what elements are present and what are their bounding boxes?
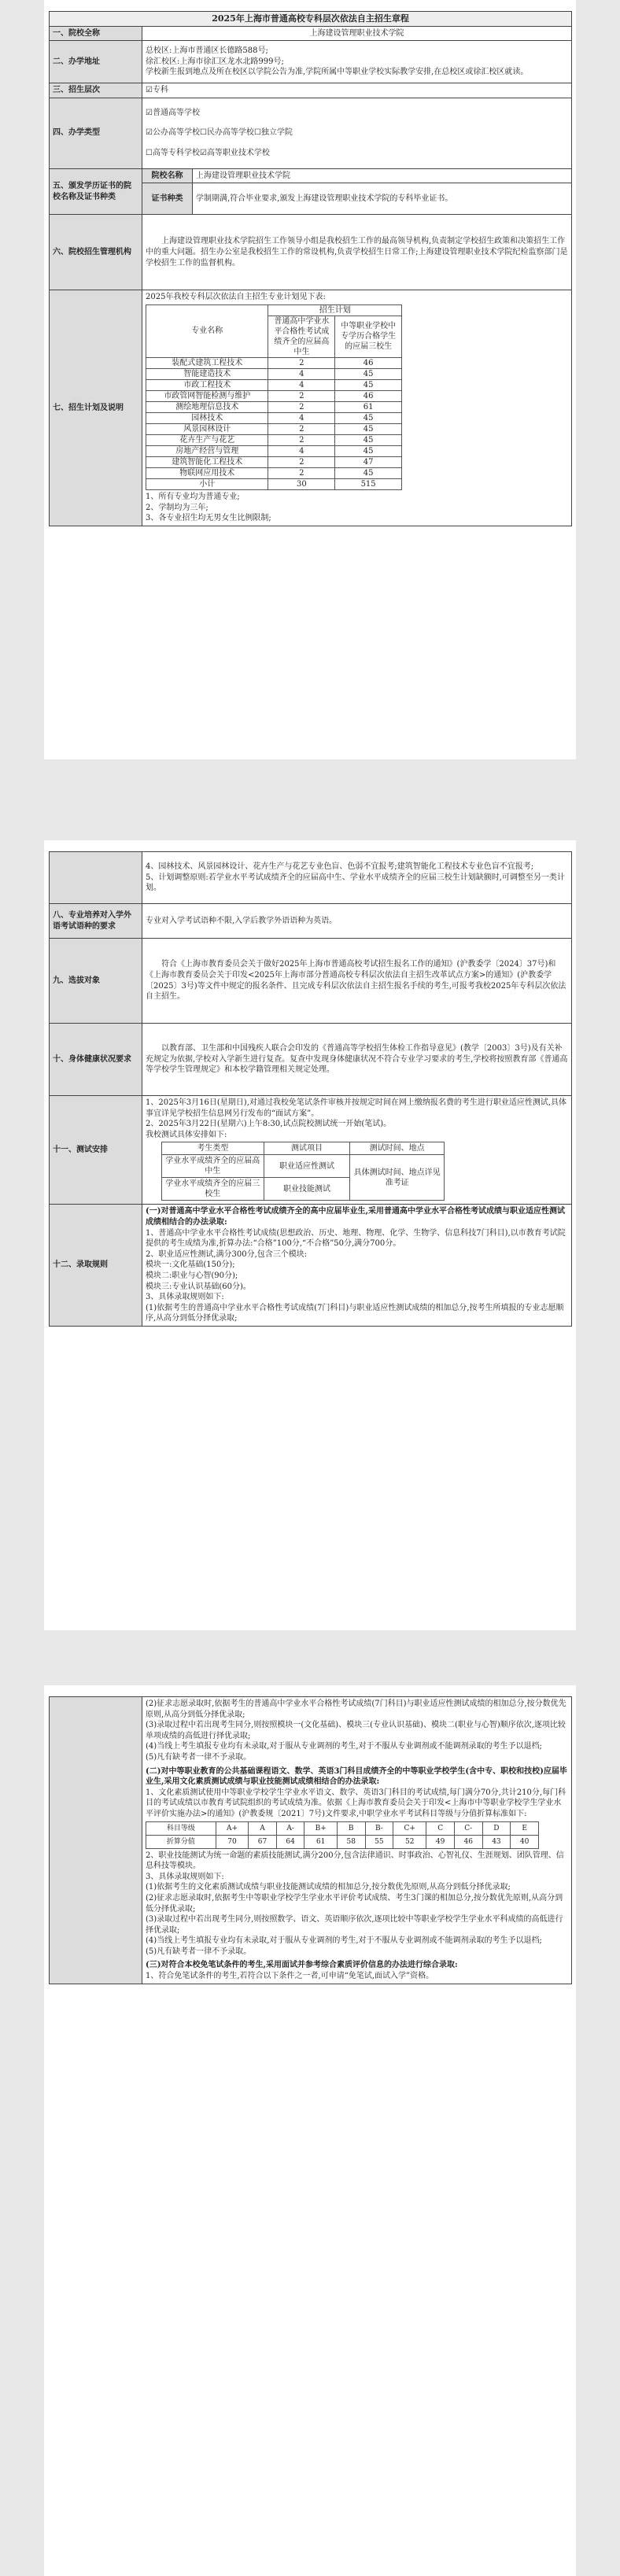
rule-line: (3)录取过程中若出现考生同分,则按照模块一(文化基础)、模块三(专业认识基础)、模块二(职业与心智)顺序依次,逐项比较单项成绩的高低进行择优录取; — [146, 1721, 566, 1740]
plan-head-plan: 招生计划 — [268, 304, 402, 316]
charter-table-part-3 — [49, 1696, 572, 1984]
plan-row — [146, 445, 402, 456]
score-cell: 43 — [482, 1835, 511, 1848]
enrollment-plan-cell — [142, 290, 572, 526]
plan-count: 45 — [335, 379, 402, 390]
grade-cell: E — [511, 1821, 539, 1835]
score-cell: 67 — [249, 1835, 277, 1848]
eligibility-text — [142, 939, 572, 1024]
score-cell: 70 — [216, 1835, 248, 1848]
plan-count: 515 — [335, 478, 402, 489]
section-label-eligibility: 九、选拔对象 — [50, 939, 142, 1024]
grade-cell: A — [249, 1821, 277, 1835]
grade-cell: B — [337, 1821, 365, 1835]
plan-count: 2 — [268, 434, 335, 445]
school-type-row — [146, 127, 568, 138]
document-page-3 — [44, 1685, 576, 2576]
certificate-school-name: 上海建设管理职业技术学院 — [193, 168, 572, 183]
checkbox-icon: ☐ — [253, 128, 261, 138]
plan-count: 45 — [335, 467, 402, 478]
plan-note: 4、园林技术、风景园林设计、花卉生产与花艺专业色盲、色弱不宜报考;建筑智能化工程技术专业色盲不宜报考; — [146, 862, 534, 872]
plan-note: 3、各专业招生均无男女生比例限制; — [146, 514, 271, 523]
grade-cell: D — [482, 1821, 511, 1835]
rule-line: (5)凡有缺考者一律不予录取。 — [146, 1947, 252, 1956]
enrollment-plan-table — [146, 304, 402, 490]
paragraph: 符合《上海市教育委员会关于做好2025年上海市普通高校考试招生报名工作的通知》(沪教委学〔2024〕37号)和《上海市教育委员会关于印发<2025年上海市部分普通高校专科层次依法自主招生改革试点方案>的通知》(沪教委学〔2025〕3号)等文件中规定的报名条件、且完成专科层次依法自主招生报名手续的考生,可报考我校2025年专科层次依法自主招生。 — [146, 960, 566, 1002]
rule-line: (1)依据考生的文化素质测试成绩与职业技能测试成绩的相加总分,按分数优先原则,从高分到低分择优录取; — [146, 1883, 511, 1892]
score-cell: 64 — [276, 1835, 304, 1848]
checkbox-icon: ☑ — [146, 108, 153, 117]
plan-notes-continued — [142, 852, 572, 904]
plan-intro: 2025年我校专科层次依法自主招生专业计划见下表: — [146, 293, 326, 302]
plan-major-name: 市政工程技术 — [146, 379, 268, 390]
section-label-admission-rules: 十二、录取规则 — [50, 1205, 142, 1327]
plan-count: 45 — [335, 368, 402, 379]
enrollment-level — [142, 83, 572, 98]
candidate-type: 学业水平成绩齐全的应届高中生 — [162, 1155, 264, 1178]
rule-line: (4)当线上考生填报专业均有未录取,对于服从专业调剂的考生,对于不服从专业调剂或不能调剂录取的考生予以退档; — [146, 1742, 542, 1751]
plan-row — [146, 423, 402, 434]
plan-row — [146, 390, 402, 401]
schedule-line: 1、2025年3月16日(星期日),对通过我校免笔试条件审核并按规定时间在网上缴纳报名费的考生进行职业适应性测试,具体事宜详见学校招生信息网另行发布的“面试方案”。 — [146, 1098, 567, 1118]
option-label: 独立学院 — [260, 128, 293, 138]
option-label: 普通高等学校 — [152, 108, 200, 117]
rule-line: 模块一:文化基础(150分); — [146, 1260, 235, 1270]
rule-line: 1、符合免笔试条件的考生,若符合以下条件之一者,可申请“免笔试,面试入学”资格。 — [146, 1972, 434, 1981]
plan-count: 2 — [268, 467, 335, 478]
certificate-type-label: 证书种类 — [142, 183, 193, 215]
admission-office-text — [142, 215, 572, 290]
plan-major-name: 建筑智能化工程技术 — [146, 456, 268, 467]
checkbox-icon: ☐ — [199, 128, 207, 138]
plan-count: 30 — [268, 478, 335, 489]
rule-subtitle: (三)对符合本校免笔试条件的考生,采用面试并参考综合素质评价信息的办法进行综合录取: — [146, 1961, 458, 1970]
schedule-line: 2、2025年3月22日(星期六)上午8:30,试点院校测试统一开始(笔试)。 — [146, 1120, 392, 1129]
rule-line: 3、具体录取规则如下: — [146, 1293, 224, 1302]
plan-major-name: 物联网应用技术 — [146, 467, 268, 478]
rule-line: (1)依据考生的普通高中学业水平合格性考试成绩(7门科目)与职业适应性测试成绩的相加总分,按考生所填报的专业志愿顺序,从高分到低分择优录取; — [146, 1303, 564, 1323]
schedule-head: 测试项目 — [264, 1142, 350, 1155]
plan-row — [146, 401, 402, 412]
plan-major-name: 园林技术 — [146, 412, 268, 423]
plan-count: 61 — [335, 401, 402, 412]
plan-row — [146, 456, 402, 467]
grade-cell: B+ — [304, 1821, 338, 1835]
plan-count: 45 — [335, 445, 402, 456]
health-text — [142, 1024, 572, 1096]
plan-count: 4 — [268, 412, 335, 423]
score-cell: 58 — [337, 1835, 365, 1848]
plan-count: 46 — [335, 390, 402, 401]
section-label-school-name: 一、院校全称 — [50, 26, 142, 41]
rule-line: (5)凡有缺考者一律不予录取。 — [146, 1752, 252, 1762]
plan-major-name: 市政管网智能检测与维护 — [146, 390, 268, 401]
rule-line: (2)征求志愿录取时,依据考生中等职业学校学生学业水平评价考试成绩、考生3门课的相加总分,按分数优先原则,从高分到低分择优录取; — [146, 1893, 563, 1914]
grade-cell: C- — [454, 1821, 482, 1835]
school-full-name: 上海建设管理职业技术学院 — [142, 26, 572, 41]
grade-cell: A- — [276, 1821, 304, 1835]
language-requirement: 专业对入学考试语种不限,入学后教学外语语种为英语。 — [142, 904, 572, 939]
section-label-certificate: 五、颁发学历证书的院校名称及证书种类 — [50, 168, 142, 215]
grade-conversion-table — [146, 1821, 539, 1849]
plan-count: 4 — [268, 445, 335, 456]
rule-line: 2、职业适应性测试,满分300分,包含三个模块: — [146, 1249, 308, 1259]
candidate-type: 学业水平成绩齐全的应届三校生 — [162, 1178, 264, 1201]
rule-line: 模块三:专业认识基础(60分)。 — [146, 1282, 251, 1291]
score-cell: 49 — [426, 1835, 455, 1848]
plan-count: 2 — [268, 401, 335, 412]
section-label-enrollment-plan: 七、招生计划及说明 — [50, 290, 142, 526]
plan-major-name: 花卉生产与花艺 — [146, 434, 268, 445]
plan-note: 1、所有专业均为普通专业; — [146, 492, 240, 501]
plan-count: 2 — [268, 390, 335, 401]
plan-note: 5、计划调整原则:若学业水平考试成绩齐全的应届高中生、学业水平成绩齐全的应届三校生计划缺额时,可调整至另一类计划。 — [146, 873, 565, 893]
school-name-label: 院校名称 — [142, 168, 193, 183]
address-line: 学校新生报到地点及所在校区以学院公告为准,学院所属中等职业学校实际教学安排,在总校区或徐汇校区就读。 — [146, 68, 529, 77]
section-label-school-type: 四、办学类型 — [50, 98, 142, 168]
grade-cell: A+ — [216, 1821, 248, 1835]
plan-count: 4 — [268, 379, 335, 390]
checkbox-checked-icon: ☑ — [146, 86, 153, 95]
plan-major-name: 智能建造技术 — [146, 368, 268, 379]
test-time-place: 具体测试时间、地点详见准考证 — [350, 1155, 445, 1201]
paragraph: 上海建设管理职业技术学院招生工作领导小组是我校招生工作的最高领导机构,负责制定学校招生政策和决策招生工作中的重大问题。招生办公室是我校招生工作的常设机构,负责学校招生日常工作;上海建设管理职业技术学院纪检监察部门是学校招生工作的监督机构。 — [146, 237, 568, 268]
option-label: 高等职业技术学校 — [206, 149, 270, 158]
rule-line: 3、具体录取规则如下: — [146, 1872, 224, 1881]
plan-major-name: 风景园林设计 — [146, 423, 268, 434]
document-title: 2025年上海市普通高校专科层次依法自主招生章程 — [50, 12, 572, 27]
document-page-1 — [44, 0, 576, 759]
rule-subtitle: (一)对普通高中学业水平合格性考试成绩齐全的高中应届毕业生,采用普通高中学业水平合格性考试成绩与职业适应性测试成绩相结合的办法录取: — [146, 1207, 565, 1227]
plan-count: 2 — [268, 423, 335, 434]
score-cell: 40 — [511, 1835, 539, 1848]
plan-count: 2 — [268, 357, 335, 368]
admission-rules-continued — [142, 1697, 572, 1984]
plan-count: 46 — [335, 357, 402, 368]
plan-count: 45 — [335, 434, 402, 445]
rule-line: 1、普通高中学业水平合格性考试成绩(思想政治、历史、地理、物理、化学、生物学、信息科技7门科目),以市教育考试院提供的考生成绩为准,折算办法:“合格”100分,“不合格”50分,满分700分。 — [146, 1228, 566, 1249]
test-item: 职业技能测试 — [264, 1178, 350, 1201]
section-label-language: 八、专业培养对入学外语考试语种的要求 — [50, 904, 142, 939]
charter-table-part-2 — [49, 851, 572, 1327]
checkbox-icon: ☑ — [146, 128, 153, 138]
rule-line: (3)录取过程中若出现考生同分,则按照数学、语文、英语顺序依次,逐项比较中等职业学校学生学业水平科成绩的高低进行择优录取; — [146, 1915, 563, 1935]
plan-major-name: 房地产经营与管理 — [146, 445, 268, 456]
section-label-level: 三、招生层次 — [50, 83, 142, 98]
admission-rules-cell — [142, 1205, 572, 1327]
section-label-test-schedule: 十一、测试安排 — [50, 1096, 142, 1205]
test-schedule-table — [161, 1142, 445, 1201]
option-label: 民办高等学校 — [206, 128, 254, 138]
schedule-line: 我校测试具体安排如下: — [146, 1130, 227, 1139]
school-type-options — [142, 98, 572, 168]
plan-head-col-vocational: 中等职业学校中专学历合格学生的应届三校生 — [335, 316, 402, 357]
document-page-2 — [44, 840, 576, 1630]
score-cell: 46 — [454, 1835, 482, 1848]
rule-line: 2、职业技能测试为统一命题的素质技能测试,满分200分,包含法律通识、时事政治、心智礼仪、生涯规划、团队管理、信息科技等模块。 — [146, 1851, 564, 1871]
plan-row — [146, 412, 402, 423]
school-address — [142, 41, 572, 83]
plan-note: 2、学制均为三年; — [146, 503, 209, 512]
score-cell: 55 — [365, 1835, 393, 1848]
plan-count: 45 — [335, 423, 402, 434]
paragraph: 以教育部、卫生部和中国残疾人联合会印发的《普通高等学校招生体检工作指导意见》(教学〔2003〕3号)及有关补充规定为依据,学校对入学新生进行复查。复查中发现身体健康状况不符合专业学习要求的考生,学校将按照教育部《普通高等学校学生管理规定》和本校学籍管理相关规定处理。 — [146, 1044, 568, 1075]
plan-row — [146, 467, 402, 478]
plan-major-name: 小计 — [146, 478, 268, 489]
checkbox-icon: ☑ — [199, 149, 207, 158]
level-value: 专科 — [152, 86, 168, 95]
plan-count: 4 — [268, 368, 335, 379]
rule-line: 1、文化素质测试使用中等职业学校学生学业水平语文、数学、英语3门科目的考试成绩,每门满分70分,共计210分,每门科目的考试成绩以市教育考试院组织的考试成绩为准。依据《上海市教育委员会关于印发<上海市中等职业学校学生学业水平评价实施办法>的通知》(沪教委规〔2021〕7号)文件要求,中职学业水平考试科目等级与分值折算标准如下: — [146, 1788, 566, 1818]
school-type-row — [146, 108, 568, 119]
test-item: 职业适应性测试 — [264, 1155, 350, 1178]
grade-cell: C+ — [393, 1821, 426, 1835]
section-label-enrollment-plan-cont — [50, 852, 142, 904]
schedule-head: 测试时间、地点 — [350, 1142, 445, 1155]
plan-major-name: 装配式建筑工程技术 — [146, 357, 268, 368]
score-cell: 61 — [304, 1835, 338, 1848]
plan-row — [146, 379, 402, 390]
plan-row — [146, 478, 402, 489]
section-label-health: 十、身体健康状况要求 — [50, 1024, 142, 1096]
grade-cell: C — [426, 1821, 455, 1835]
plan-count: 2 — [268, 456, 335, 467]
schedule-head: 考生类型 — [162, 1142, 264, 1155]
section-label-admission-office: 六、院校招生管理机构 — [50, 215, 142, 290]
address-line: 总校区:上海市普通区长德路588号; — [146, 46, 268, 56]
option-label: 高等专科学校 — [152, 149, 200, 158]
grade-head: 科目等级 — [146, 1821, 216, 1835]
school-type-row — [146, 148, 568, 159]
charter-table-part-1 — [49, 11, 572, 526]
plan-major-name: 测绘地理信息技术 — [146, 401, 268, 412]
test-schedule-cell — [142, 1096, 572, 1205]
plan-row — [146, 368, 402, 379]
checkbox-icon: ☐ — [146, 149, 153, 158]
plan-row — [146, 357, 402, 368]
grade-cell: B- — [365, 1821, 393, 1835]
score-head: 折算分值 — [146, 1835, 216, 1848]
certificate-type-text: 学制期满,符合毕业要求,颁发上海建设管理职业技术学院的专科毕业证书。 — [193, 183, 572, 215]
section-label-address: 二、办学地址 — [50, 41, 142, 83]
plan-count: 47 — [335, 456, 402, 467]
plan-head-col-highschool: 普通高中学业水平合格性考试成绩齐全的应届高中生 — [268, 316, 335, 357]
plan-head-major: 专业名称 — [146, 304, 268, 357]
rule-line: 模块二:职业与心智(90分); — [146, 1271, 238, 1280]
score-cell: 52 — [393, 1835, 426, 1848]
option-label: 公办高等学校 — [152, 128, 200, 138]
plan-row — [146, 434, 402, 445]
rule-subtitle: (二)对中等职业教育的公共基础课程语文、数学、英语3门科目成绩齐全的中等职业学校学生(含中专、职校和技校)应届毕业生,采用文化素质测试成绩与职业技能测试成绩相结合的办法录取: — [146, 1766, 567, 1787]
address-line: 徐汇校区:上海市徐汇区龙水北路999号; — [146, 57, 284, 66]
section-label-admission-rules-cont — [50, 1697, 142, 1984]
rule-line: (2)征求志愿录取时,依据考生的普通高中学业水平合格性考试成绩(7门科目)与职业适应性测试成绩的相加总分,按分数优先原则,从高分到低分择优录取; — [146, 1699, 566, 1719]
plan-count: 45 — [335, 412, 402, 423]
rule-line: (4)当线上考生填报专业均有未录取,对于服从专业调剂的考生,对于不服从专业调剂或不能调剂录取的考生予以退档; — [146, 1936, 542, 1946]
